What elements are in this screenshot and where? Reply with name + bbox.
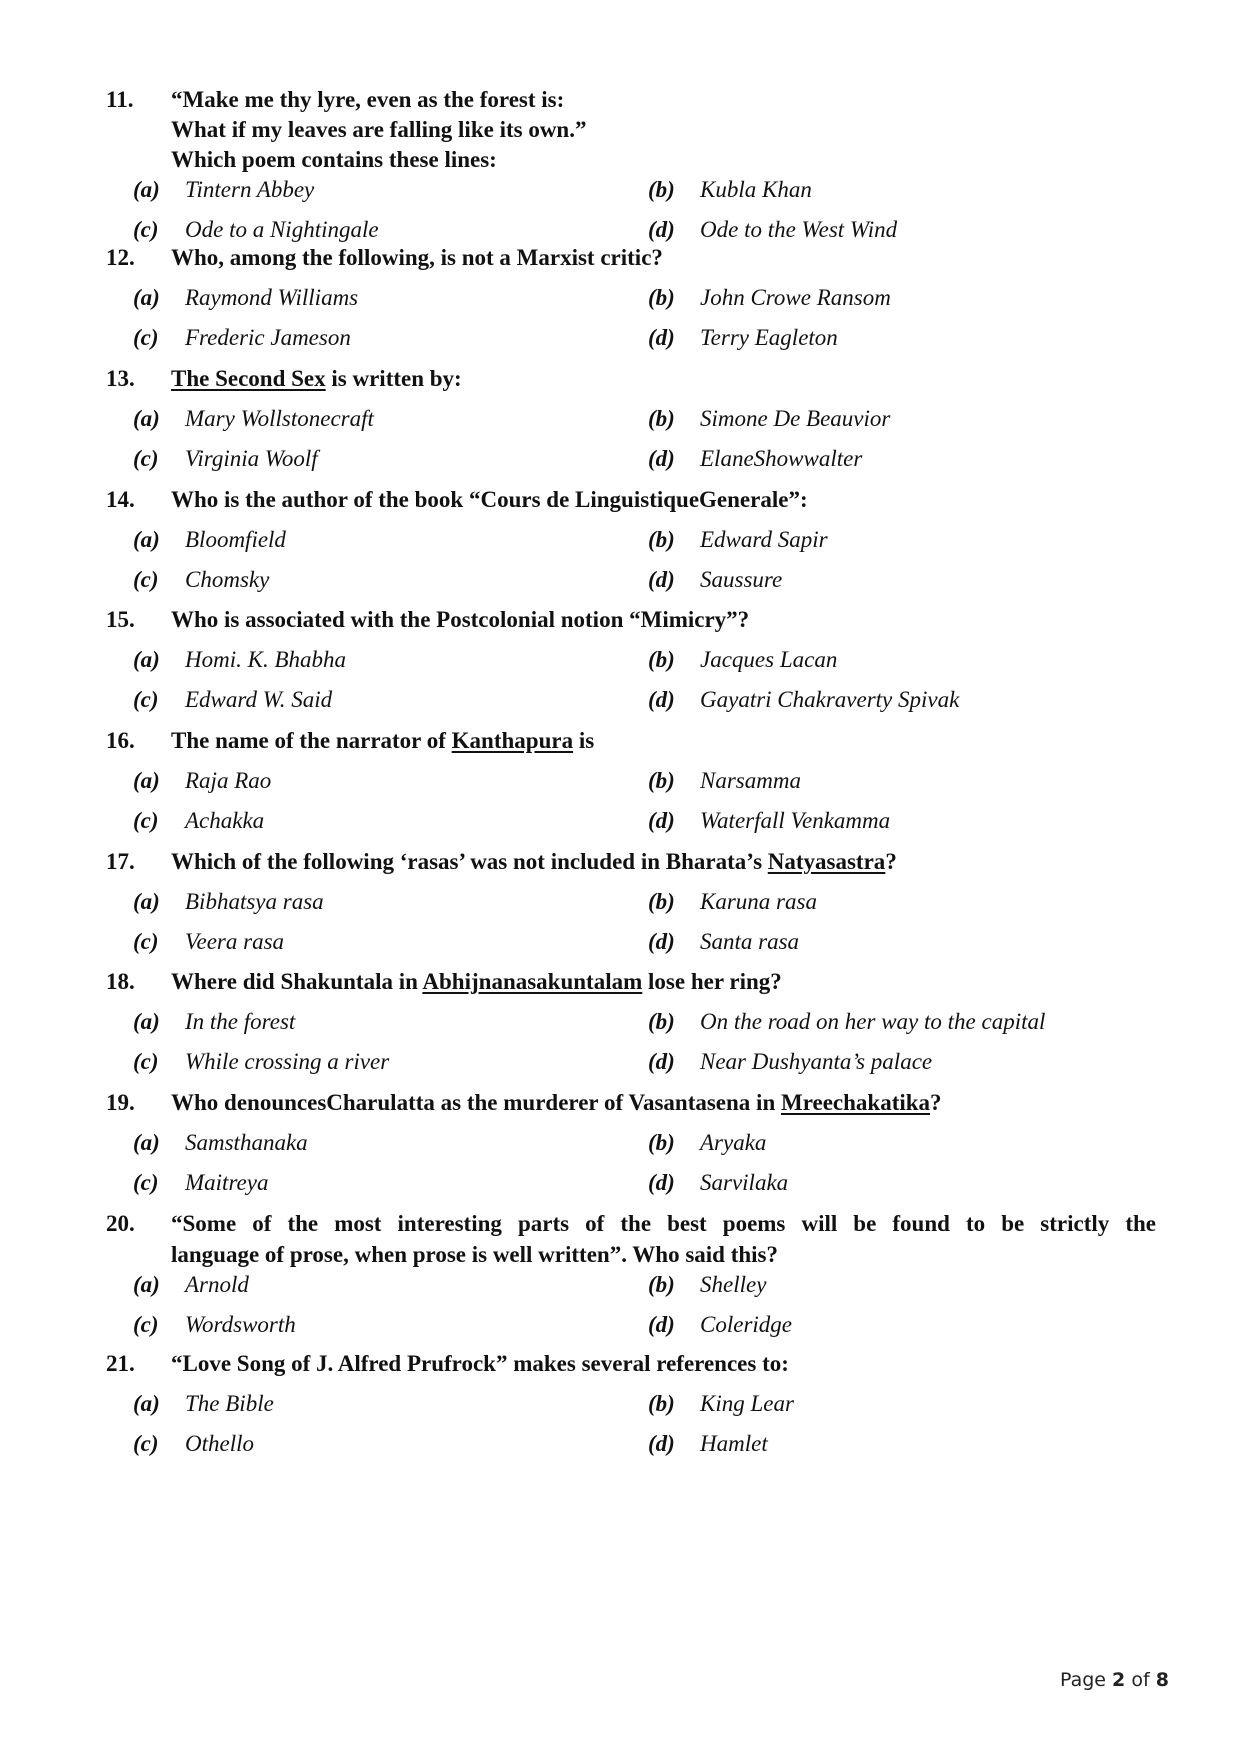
- option-label: (a): [133, 1009, 160, 1034]
- option-label: (c): [133, 929, 159, 954]
- footer-prefix: Page: [1060, 1669, 1113, 1691]
- option-label: (d): [648, 687, 675, 712]
- option-text: Virginia Woolf: [185, 446, 318, 471]
- question-number: 18.: [106, 969, 135, 994]
- option-label: (d): [648, 1049, 675, 1074]
- option-text: Maitreya: [185, 1170, 269, 1195]
- option-text: John Crowe Ransom: [700, 285, 891, 310]
- footer-middle: of: [1125, 1669, 1156, 1691]
- option-text: ElaneShowwalter: [700, 446, 863, 471]
- option-text: Ode to the West Wind: [700, 217, 898, 242]
- question-number: 20.: [106, 1211, 135, 1236]
- question-text-line: [171, 1086, 942, 1119]
- question-text: is written by:: [325, 366, 462, 391]
- question-text-line: [171, 83, 564, 116]
- question-text-line: [171, 603, 749, 636]
- option-text: Wordsworth: [185, 1312, 296, 1337]
- option-text: Chomsky: [185, 567, 270, 592]
- option-text: Waterfall Venkamma: [700, 808, 891, 833]
- option-text: Edward W. Said: [185, 687, 333, 712]
- option-label: (c): [133, 325, 159, 350]
- question-text: Where did Shakuntala in: [171, 969, 423, 994]
- option-label: (b): [648, 1391, 675, 1416]
- question-text: Who, among the following, is not a Marxist critic?: [171, 245, 663, 270]
- page-footer: [1060, 1669, 1169, 1691]
- option-text: Edward Sapir: [700, 527, 828, 552]
- option-text: Coleridge: [700, 1312, 792, 1337]
- underlined-title: Kanthapura: [451, 728, 574, 753]
- question-text-line: [171, 724, 594, 757]
- underlined-title: Mreechakatika: [780, 1090, 931, 1115]
- option-text: Shelley: [700, 1272, 767, 1297]
- option-text: King Lear: [700, 1391, 794, 1416]
- option-text: Bloomfield: [185, 527, 286, 552]
- question-text: Who is the author of the book “Cours de LinguistiqueGenerale”:: [171, 487, 808, 512]
- option-text: Samsthanaka: [185, 1130, 308, 1155]
- option-label: (b): [648, 177, 675, 202]
- option-label: (a): [133, 177, 160, 202]
- option-text: Bibhatsya rasa: [185, 889, 324, 914]
- question-text: ?: [930, 1090, 942, 1115]
- option-label: (d): [648, 1170, 675, 1195]
- question-text-line: [171, 965, 782, 998]
- option-text: Tintern Abbey: [185, 177, 315, 202]
- question-text: “Love Song of J. Alfred Prufrock” makes several references to:: [171, 1351, 789, 1376]
- question-text-line: [171, 1207, 1156, 1240]
- option-label: (a): [133, 285, 160, 310]
- option-text: Arnold: [185, 1272, 249, 1297]
- option-label: (c): [133, 446, 159, 471]
- question-text: Which of the following ‘rasas’ was not included in Bharata’s: [171, 849, 768, 874]
- underlined-title: Natyasastra: [767, 849, 886, 874]
- option-text: Simone De Beauvior: [700, 406, 891, 431]
- option-label: (b): [648, 285, 675, 310]
- option-label: (a): [133, 889, 160, 914]
- question-number: 13.: [106, 366, 135, 391]
- option-label: (c): [133, 217, 159, 242]
- question-text: Who denouncesCharulatta as the murderer of Vasantasena in: [171, 1090, 781, 1115]
- option-text: Karuna rasa: [700, 889, 817, 914]
- question-text: is: [573, 728, 595, 753]
- question-text-line: [171, 113, 586, 146]
- option-label: (d): [648, 567, 675, 592]
- option-text: Veera rasa: [185, 929, 285, 954]
- option-label: (c): [133, 1312, 159, 1337]
- option-text: Saussure: [700, 567, 783, 592]
- option-label: (d): [648, 217, 675, 242]
- option-label: (d): [648, 446, 675, 471]
- option-label: (a): [133, 1272, 160, 1297]
- option-label: (b): [648, 1009, 675, 1034]
- question-text-line: [171, 143, 497, 176]
- option-label: (c): [133, 1049, 159, 1074]
- option-text: The Bible: [185, 1391, 274, 1416]
- question-text: Who is associated with the Postcolonial notion “Mimicry”?: [171, 607, 750, 632]
- option-label: (d): [648, 929, 675, 954]
- question-text: “Some of the most interesting parts of the best poems will be found to be strictly the: [171, 1211, 1156, 1236]
- current-page-number: 2: [1112, 1669, 1126, 1691]
- question-number: 15.: [106, 607, 135, 632]
- option-text: Othello: [185, 1431, 254, 1456]
- option-label: (b): [648, 1130, 675, 1155]
- option-text: Narsamma: [700, 768, 801, 793]
- option-label: (b): [648, 406, 675, 431]
- option-text: Aryaka: [700, 1130, 767, 1155]
- option-label: (a): [133, 406, 160, 431]
- option-text: Kubla Khan: [700, 177, 812, 202]
- option-text: Hamlet: [700, 1431, 768, 1456]
- option-text: Santa rasa: [700, 929, 800, 954]
- question-number: 21.: [106, 1351, 135, 1376]
- question-text-line: [171, 483, 808, 516]
- option-label: (a): [133, 527, 160, 552]
- total-pages-number: 8: [1155, 1669, 1169, 1691]
- question-number: 14.: [106, 487, 135, 512]
- question-text-line: [171, 1238, 778, 1271]
- question-text-line: [171, 845, 897, 878]
- option-label: (d): [648, 1431, 675, 1456]
- option-text: Mary Wollstonecraft: [185, 406, 374, 431]
- option-label: (c): [133, 567, 159, 592]
- option-text: Sarvilaka: [700, 1170, 789, 1195]
- option-text: Raja Rao: [185, 768, 272, 793]
- option-label: (b): [648, 889, 675, 914]
- option-label: (c): [133, 687, 159, 712]
- option-label: (b): [648, 1272, 675, 1297]
- option-text: Homi. K. Bhabha: [185, 647, 346, 672]
- option-text: Near Dushyanta’s palace: [700, 1049, 933, 1074]
- option-label: (c): [133, 1170, 159, 1195]
- option-label: (b): [648, 768, 675, 793]
- option-text: Achakka: [185, 808, 265, 833]
- underlined-title: The Second Sex: [171, 366, 326, 391]
- question-text-line: [171, 241, 663, 274]
- option-text: On the road on her way to the capital: [700, 1009, 1046, 1034]
- option-text: While crossing a river: [185, 1049, 390, 1074]
- option-label: (a): [133, 647, 160, 672]
- option-label: (d): [648, 1312, 675, 1337]
- question-number: 11.: [106, 87, 134, 112]
- question-text: Which poem contains these lines:: [171, 147, 497, 172]
- underlined-title: Abhijnanasakuntalam: [422, 969, 643, 994]
- option-text: In the forest: [185, 1009, 296, 1034]
- option-label: (b): [648, 647, 675, 672]
- question-number: 19.: [106, 1090, 135, 1115]
- option-label: (d): [648, 325, 675, 350]
- option-text: Ode to a Nightingale: [185, 217, 379, 242]
- option-text: Raymond Williams: [185, 285, 359, 310]
- option-label: (c): [133, 808, 159, 833]
- question-number: 12.: [106, 245, 135, 270]
- question-text: What if my leaves are falling like its own.”: [171, 117, 587, 142]
- question-number: 17.: [106, 849, 135, 874]
- option-label: (a): [133, 1391, 160, 1416]
- option-label: (c): [133, 1431, 159, 1456]
- option-text: Terry Eagleton: [700, 325, 838, 350]
- question-text-line: [171, 362, 462, 395]
- option-label: (a): [133, 768, 160, 793]
- question-number: 16.: [106, 728, 135, 753]
- option-label: (a): [133, 1130, 160, 1155]
- question-text: ?: [885, 849, 897, 874]
- question-text: language of prose, when prose is well written”. Who said this?: [171, 1242, 778, 1267]
- question-text: The name of the narrator of: [171, 728, 452, 753]
- option-text: Frederic Jameson: [185, 325, 351, 350]
- question-text: lose her ring?: [642, 969, 782, 994]
- question-text-line: [171, 1347, 789, 1380]
- option-text: Gayatri Chakraverty Spivak: [700, 687, 960, 712]
- option-label: (d): [648, 808, 675, 833]
- option-text: Jacques Lacan: [700, 647, 838, 672]
- option-label: (b): [648, 527, 675, 552]
- question-text: “Make me thy lyre, even as the forest is:: [171, 87, 565, 112]
